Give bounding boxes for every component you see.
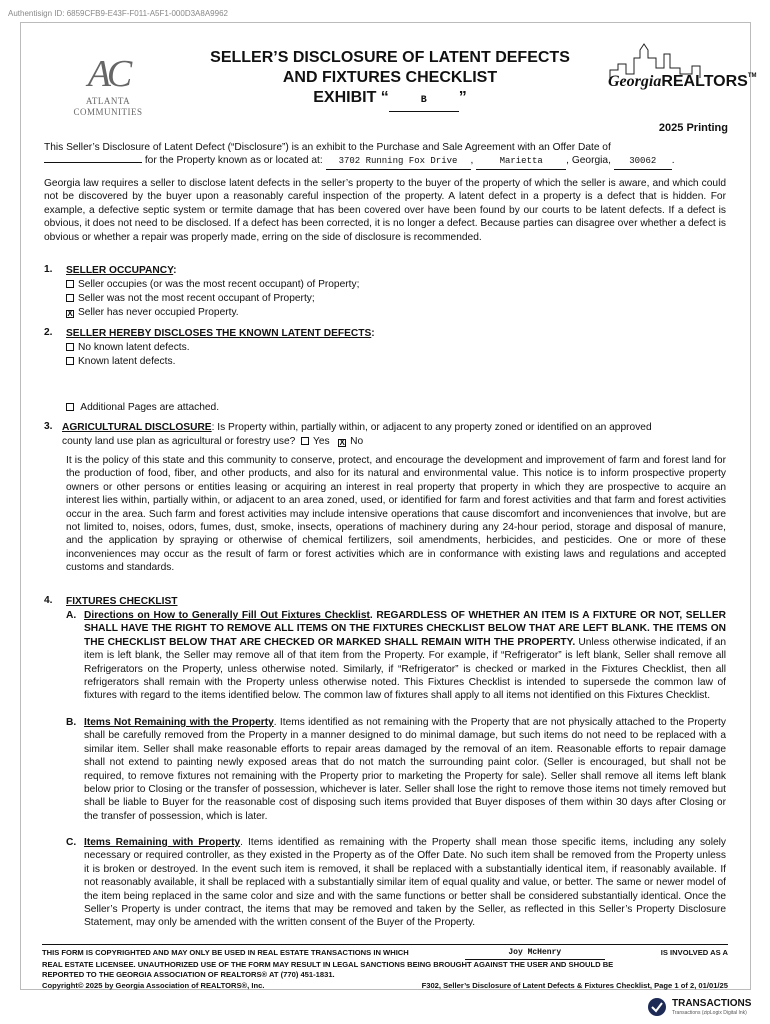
atlanta-communities-logo [68,52,148,118]
georgia-law-paragraph: Georgia law requires a seller to disclose latent defects in the seller’s property to the buyer of the property of which the seller is aware, and which could not be discovered by the buyer upon a reasonably careful inspection of the property. A latent defect in a property is a defect that is hidden. For example, a defective septic system or termite damage that has been covered over have been found by our courts to be latent defects. If a defect is obvious, it does not need to be disclosed. If a defect has been corrected, it is no longer a defect. Because parties can disagree over whether a defect is obvious or whether a repair was properly made, erring on the side of disclosure is recommended. [44,178,726,243]
exhibit-line: EXHIBIT “ B ” [180,88,600,112]
transactions-logo: TRANSACTIONS Transactions (zipLogix Digital Ink) [646,996,756,1020]
item-a-text: Directions on How to Generally Fill Out Fixtures Checklist. REGARDLESS OF WHETHER AN ITEM IS A FIXTURE OR NOT, SELLER SHALL HAVE THE RIGHT TO REMOVE ALL ITEMS ON THE FIXTURES CHECKLIST BELOW THAT ARE LEFT BLANK. THE ITEMS ON THE CHECKLIST BELOW THAT ARE CHECKED OR MARKED SHALL REMAIN WITH THE PROPERTY. Unless otherwise indicated, if an item is left blank, the Seller may remove all of that item from the Property. For example, if “Refrigerator” is left blank, Seller shall remove all Refrigerators on the Property, unless otherwise noted. Similarly, if “Refrigerator” is checked or marked in the Fixtures Checklist, then all refrigerators shall remain with the Property unless otherwise noted. This Fixtures Checklist is intended to supersede the common law of fixtures with regard to the items identified below. The common law of fixtures shall apply to all items not identified on this Fixtures Checklist. [84,610,727,702]
logo-line1: ATLANTA [85,96,131,106]
section-3-question: AGRICULTURAL DISCLOSURE: Is Property within, partially within, or adjacent to any property zoned or identified on an approved [62,422,652,433]
zip-field[interactable]: 30062 [614,155,672,169]
agricultural-policy-text: It is the policy of this state and this community to conserve, protect, and encourage the development and improvement of farm and forest land for the production of food, fiber, and other products, and also for its natural and environmental value. This notice is to inform prospective property owners or other persons or entities leasing or acquiring an interest in real property that property in which they are prospective to acquire an interest lies within, partially within, or adjacent to an area zoned, used, or identified for farm and forest activities and that farm and forest activities occur in the area. Such farm and forest activities may include intensive operations that cause discomfort and inconveniences that involve, but are not limited to, noises, odors, fumes, dust, smoke, insects, operations of machinery during any 24-hour period, storage and disposal of manure, and the application by spraying or otherwise of chemical fertilizers, soil amendments, herbicides, and pesticides. One or more of these inconveniences may occur as the result of farm or forest activities which are in conformance with existing laws and regulations and accepted customs and standards. [66,455,726,574]
intro-paragraph: This Seller’s Disclosure of Latent Defect (“Disclosure”) is an exhibit to the Purchase and Sale Agreement with an Offer Date of for the Property known as or located at: 3702 Running Fox Drive , Marietta , Georgia, 30062 . [44,141,726,170]
transactions-icon [646,996,668,1018]
logo-monogram: AC [87,53,129,95]
item-b-text: Items Not Remaining with the Property. Items identified as not remaining with the Property that are not physically attached to the Property shall be carefully removed from the Property in a manner designed to do minimal damage, but such items do not need to be replaced with a similar item. Seller shall make reasonable efforts to repair areas damaged by the removal of an item. Reasonable efforts to repair damage shall not extend to painting newly exposed areas that do not match the surrounding paint color. (Seller is encouraged, but shall not be required, to remove fixtures not remaining with the Property prior to marketing the Property for sale). Seller shall remove all items left blank below prior to Closing or the transfer of possession, whichever is later. Seller shall lose the right to remove those items not timely removed but shall be liable to Buyer for the reasonable cost of disposing such items provided that Buyer disposes of them within 30 days after Closing or the transfer of possession, which is later. [84,717,726,822]
section-4-number: 4. [44,595,53,606]
authentisign-id: Authentisign ID: 6859CFB9-E43F-F011-A5F1-000D3A8A9962 [8,9,228,18]
occupancy-option-1[interactable]: Seller occupies (or was the most recent occupant) of Property; [66,278,359,291]
section-1-heading: SELLER OCCUPANCY: [66,265,177,276]
item-c-label: C. [66,837,77,848]
section-3-number: 3. [44,421,53,432]
no-checkbox[interactable]: X [339,438,345,447]
defects-option-1[interactable]: No known latent defects. [66,341,190,354]
item-b-label: B. [66,717,77,728]
item-a-label: A. [66,610,77,621]
offer-date-field[interactable] [44,162,142,163]
footer-divider [42,944,728,945]
item-c-text: Items Remaining with Property. Items identified as remaining with the Property shall mean those specific items, including any solely necessary or required controller, as they existed in the Property as of the Offer Date. No such item shall be removed from the Property unless it is broken or destroyed. In the event such item is removed, it shall be replaced with a substantially identical item, if reasonably available. If not reasonably available, it shall be replaced with a substantially similar item of equal quality and value, or better. The same or newer model of the item being replaced in the same color and size and with the same functions or better shall be considered substantially identical. Once the Seller’s Property is under contract, the items that may be removed and taken by the Seller, as reflected in this Seller’s Property Disclosure Statement, may only be amended with the written consent of the Buyer of the Property. [84,837,726,929]
section-1-number: 1. [44,264,53,275]
checkbox[interactable] [66,294,74,302]
yes-checkbox[interactable] [301,437,309,445]
defects-option-2[interactable]: Known latent defects. [66,355,175,368]
exhibit-field[interactable]: B [389,91,459,112]
occupancy-option-2[interactable]: Seller was not the most recent occupant of Property; [66,292,315,305]
address-field[interactable]: 3702 Running Fox Drive [326,155,471,169]
checkbox[interactable] [66,403,74,411]
form-title [180,48,600,112]
city-field[interactable]: Marietta [476,155,566,169]
georgia-realtors-logo [600,40,757,110]
checkbox[interactable] [66,357,74,365]
additional-pages-option[interactable]: Additional Pages are attached. [66,401,219,414]
section-3-question-2: county land use plan as agricultural or forestry use? Yes X No [62,436,364,447]
checkbox[interactable] [66,280,74,288]
checkbox[interactable]: X [67,309,73,318]
title-line2: AND FIXTURES CHECKLIST [282,69,498,86]
footer: THIS FORM IS COPYRIGHTED AND MAY ONLY BE USED IN REAL ESTATE TRANSACTIONS IN WHICH Joy McHenry IS INVOLVED AS A REAL ESTATE LICENSEE. UNAUTHORIZED USE OF THE FORM MAY RESULT IN LEGAL SANCTIONS BEING BROUGHT AGAINST THE USER AND SHOULD BE REPORTED TO THE GEORGIA ASSOCIATION OF REALTORS® AT (770) 451-1831. Copyright© 2025 by Georgia Association of REALTORS®, Inc. F302, Seller’s Disclosure of Latent Defects & Fixtures Checklist, Page 1 of 2, 01/01/25 [42,948,728,990]
printing-year: 2025 Printing [658,122,728,134]
section-4-heading: FIXTURES CHECKLIST [66,596,178,607]
occupancy-option-3[interactable]: X Seller has never occupied Property. [67,307,239,318]
section-2-number: 2. [44,327,53,338]
title-line1: SELLER’S DISCLOSURE OF LATENT DEFECTS [210,49,570,66]
logo-line2: COMMUNITIES [73,107,143,117]
section-2-heading: SELLER HEREBY DISCLOSES THE KNOWN LATENT DEFECTS: [66,328,375,339]
licensee-field[interactable]: Joy McHenry [465,948,605,960]
checkbox[interactable] [66,343,74,351]
realtors-wordmark: GeorgiaREALTORS™ [608,73,757,90]
